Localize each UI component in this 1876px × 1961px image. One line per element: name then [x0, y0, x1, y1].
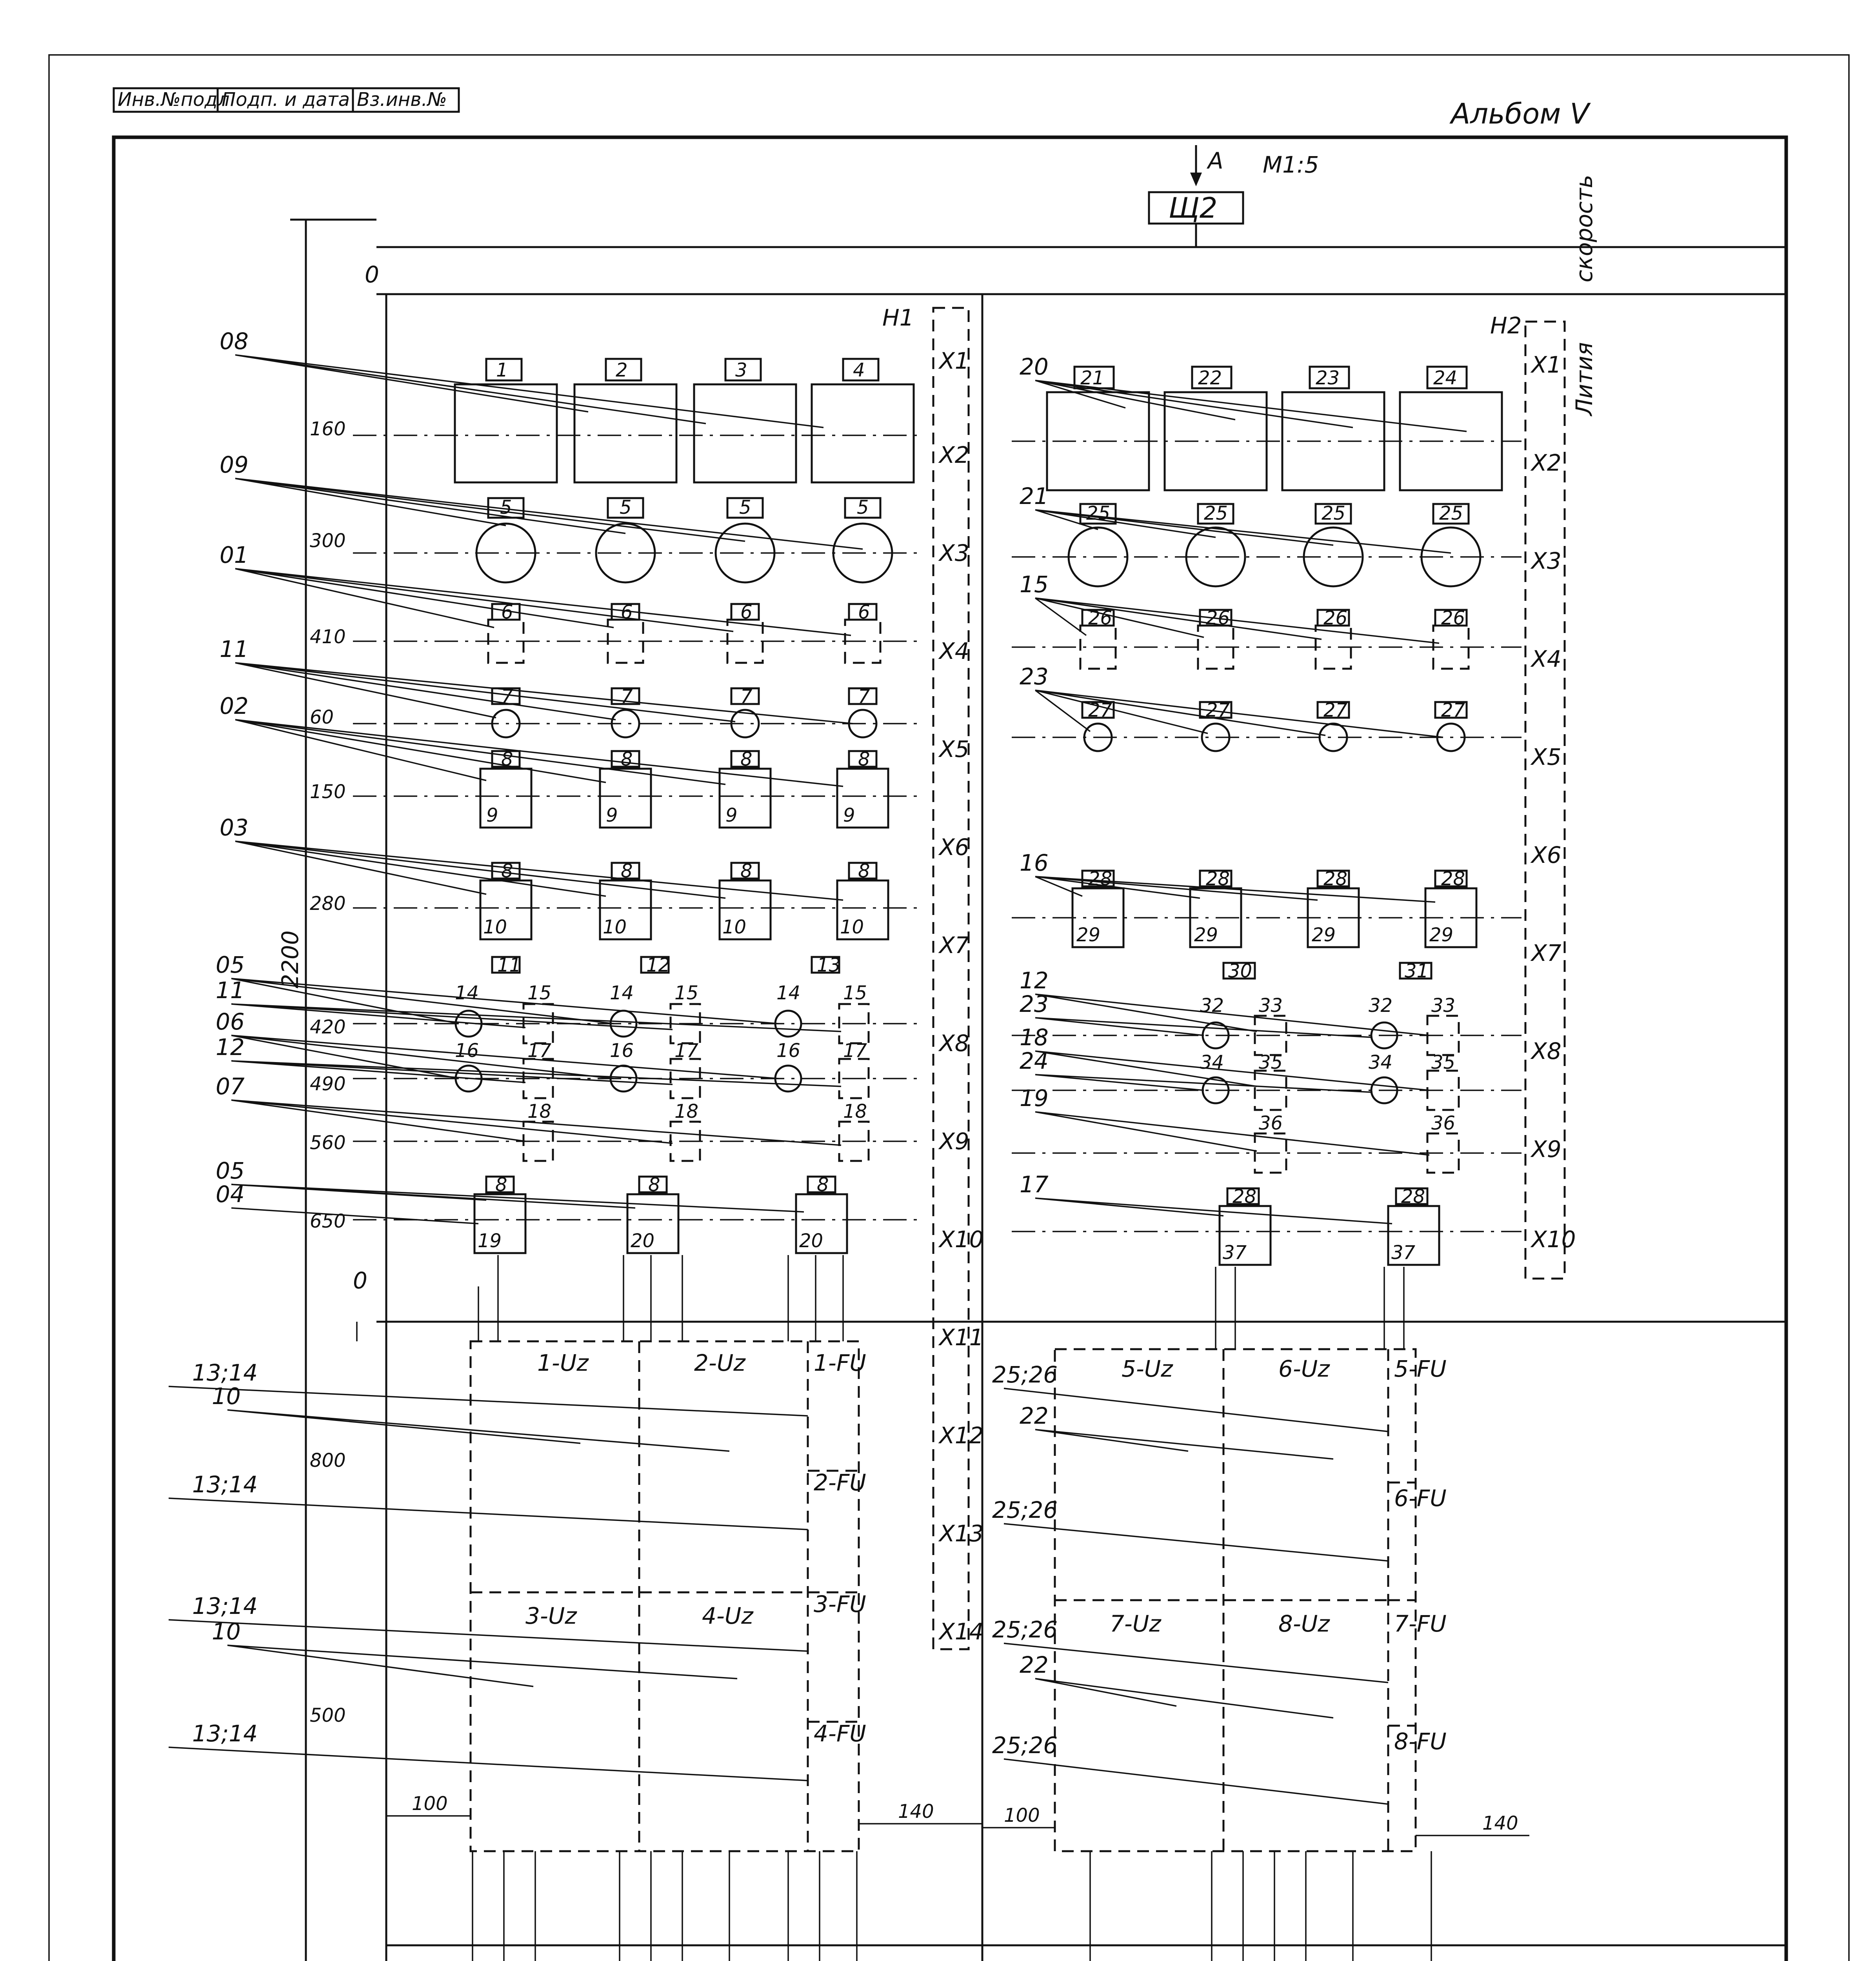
- left-callouts: [169, 328, 863, 1781]
- dim-800: 800: [310, 1450, 346, 1472]
- p1-device-15c: 15: [843, 982, 867, 1004]
- fuse-5-fu: 5-FU: [1394, 1355, 1447, 1382]
- terminal-x11: Х11: [939, 1324, 984, 1351]
- p1-device-8h: 8: [858, 860, 870, 882]
- stamp-vz-inv: Вз.инв.№: [357, 89, 447, 111]
- callout-02: 02: [220, 693, 249, 719]
- callout-23: 23: [1020, 663, 1049, 690]
- p1-device-7b: 7: [621, 686, 633, 708]
- p2-device-32a: 32: [1200, 995, 1224, 1017]
- top-stamp: [114, 88, 459, 112]
- callout-21: 21: [1020, 483, 1049, 509]
- dim-100-right: 100: [1004, 1805, 1040, 1826]
- p2-device-28b: 28: [1206, 868, 1230, 890]
- dim-140-left: 140: [898, 1801, 934, 1823]
- callout-11b: 11: [216, 977, 245, 1004]
- p1-device-13: 13: [817, 954, 841, 976]
- terminal-x8: Х8: [939, 1030, 969, 1057]
- p1-device-14a: 14: [455, 982, 479, 1004]
- p1-device-1: 1: [496, 359, 508, 381]
- terminal2-x2: Х2: [1531, 449, 1562, 476]
- drive-6-uz: 6-Uz: [1278, 1355, 1330, 1382]
- p1-device-14b: 14: [610, 982, 634, 1004]
- callout-22a: 22: [1020, 1403, 1049, 1429]
- terminal-x3: Х3: [939, 540, 969, 566]
- p1-device-10b: 10: [603, 916, 627, 938]
- p1-device-4: 4: [853, 359, 865, 381]
- p2-device-28e: 28: [1232, 1186, 1257, 1208]
- feed-box-label: Щ2: [1169, 191, 1218, 224]
- p1-device-3: 3: [735, 359, 747, 381]
- callout-16: 16: [1020, 850, 1049, 876]
- p1-device-5c: 5: [739, 497, 751, 518]
- p2-device-36b: 36: [1431, 1112, 1456, 1134]
- p1-device-7d: 7: [858, 686, 870, 708]
- p2-device-36a: 36: [1259, 1112, 1283, 1134]
- panel-h2: Н2: [1490, 312, 1522, 339]
- vertical-dimensions: [277, 220, 379, 1961]
- callout-09: 09: [220, 451, 249, 478]
- dim-300: 300: [310, 530, 346, 552]
- drive-8-uz: 8-Uz: [1278, 1610, 1330, 1637]
- p1-device-8g: 8: [740, 860, 753, 882]
- p1-device-5a: 5: [500, 497, 512, 518]
- fuse-1-fu: 1-FU: [814, 1350, 866, 1376]
- p1-device-8j: 8: [648, 1174, 660, 1196]
- dim-total-height: 2200: [277, 930, 304, 988]
- p2-device-28a: 28: [1088, 868, 1113, 890]
- p2-device-27d: 27: [1441, 699, 1465, 721]
- p1-device-16c: 16: [776, 1040, 801, 1062]
- callout-20: 20: [1020, 353, 1049, 380]
- terminal-x4: Х4: [939, 638, 969, 664]
- p2-device-26b: 26: [1206, 607, 1230, 629]
- p1-device-8a: 8: [501, 748, 513, 770]
- fuse-7-fu: 7-FU: [1394, 1610, 1447, 1637]
- p2-device-25c: 25: [1322, 502, 1346, 524]
- terminal2-x6: Х6: [1531, 842, 1562, 868]
- drive-5-uz: 5-Uz: [1122, 1355, 1173, 1382]
- p1-device-10d: 10: [840, 916, 864, 938]
- p2-device-29d: 29: [1429, 924, 1454, 946]
- p2-device-33b: 33: [1431, 995, 1456, 1017]
- p2-device-28f: 28: [1401, 1186, 1425, 1208]
- p1-device-6c: 6: [740, 601, 753, 623]
- callout-12: 12: [216, 1034, 245, 1061]
- panel-2-drive-block: [1055, 1349, 1447, 1851]
- p2-device-23: 23: [1316, 367, 1340, 389]
- p2-device-30: 30: [1228, 960, 1252, 982]
- dim-140-right: 140: [1482, 1812, 1518, 1834]
- dim-280: 280: [310, 893, 346, 915]
- panel-h1: Н1: [882, 304, 914, 331]
- p1-device-8d: 8: [858, 748, 870, 770]
- p2-device-37a: 37: [1223, 1242, 1247, 1264]
- dim-100-left: 100: [412, 1793, 448, 1815]
- callout-13-14c: 13;14: [192, 1593, 258, 1619]
- p1-device-20a: 20: [631, 1230, 655, 1252]
- drive-3-uz: 3-Uz: [525, 1603, 577, 1629]
- p1-device-5d: 5: [857, 497, 869, 518]
- p1-device-19: 19: [478, 1230, 502, 1252]
- callout-05a: 05: [216, 951, 245, 978]
- p1-device-15a: 15: [527, 982, 552, 1004]
- callout-19: 19: [1020, 1085, 1049, 1111]
- p2-device-22: 22: [1198, 367, 1222, 389]
- p2-device-34a: 34: [1200, 1051, 1224, 1073]
- p1-device-8b: 8: [621, 748, 633, 770]
- p1-device-18c: 18: [843, 1101, 867, 1122]
- callout-17: 17: [1020, 1171, 1049, 1198]
- p2-device-28d: 28: [1441, 868, 1465, 890]
- drive-4-uz: 4-Uz: [702, 1603, 753, 1629]
- drive-7-uz: 7-Uz: [1110, 1610, 1161, 1637]
- p1-device-20b: 20: [799, 1230, 823, 1252]
- dim-410: 410: [310, 626, 346, 648]
- callout-25-26b: 25;26: [992, 1497, 1058, 1523]
- callout-18: 18: [1020, 1024, 1049, 1051]
- fuse-6-fu: 6-FU: [1394, 1485, 1447, 1512]
- p1-device-17a: 17: [527, 1040, 552, 1062]
- p2-device-25a: 25: [1086, 502, 1111, 524]
- drive-1-uz: 1-Uz: [537, 1350, 589, 1376]
- fuse-3-fu: 3-FU: [814, 1591, 866, 1617]
- terminal-strip-2: [1525, 322, 1576, 1279]
- p1-device-16a: 16: [455, 1040, 479, 1062]
- terminal-x2: Х2: [939, 442, 969, 468]
- callout-25-26d: 25;26: [992, 1732, 1058, 1759]
- dim-60: 60: [310, 706, 334, 728]
- callout-10b: 10: [212, 1618, 241, 1645]
- stamp-inv-podl: Инв.№подл: [118, 89, 230, 111]
- callout-15: 15: [1020, 571, 1049, 598]
- p2-device-26a: 26: [1088, 607, 1113, 629]
- p2-device-27a: 27: [1088, 699, 1113, 721]
- drive-2-uz: 2-Uz: [694, 1350, 745, 1376]
- terminal-x7: Х7: [939, 932, 969, 959]
- callout-24: 24: [1020, 1048, 1049, 1074]
- p2-device-27b: 27: [1206, 699, 1230, 721]
- panel-1-wires: [357, 1255, 857, 1961]
- dim-500: 500: [310, 1705, 346, 1726]
- album-label: Альбом V: [1451, 97, 1589, 130]
- terminal2-x3: Х3: [1531, 548, 1562, 574]
- p1-device-15b: 15: [674, 982, 699, 1004]
- terminal-x13: Х13: [939, 1520, 984, 1547]
- callout-12-right: 12: [1020, 967, 1049, 994]
- p1-device-18b: 18: [674, 1101, 699, 1122]
- fuse-8-fu: 8-FU: [1394, 1728, 1447, 1755]
- p2-device-29a: 29: [1076, 924, 1101, 946]
- p1-device-16b: 16: [610, 1040, 634, 1062]
- callout-10a: 10: [212, 1383, 241, 1410]
- p1-device-9c: 9: [725, 804, 738, 826]
- terminal2-x7: Х7: [1531, 940, 1562, 966]
- stamp-podp-data: Подп. и дата: [222, 89, 350, 111]
- p2-device-28c: 28: [1323, 868, 1348, 890]
- p1-device-18a: 18: [527, 1101, 552, 1122]
- p2-device-25d: 25: [1439, 502, 1463, 524]
- callout-08: 08: [220, 328, 249, 355]
- p2-device-35a: 35: [1259, 1051, 1283, 1073]
- p2-device-24: 24: [1433, 367, 1458, 389]
- panel-2-devices: [1012, 367, 1522, 1265]
- terminal2-x1: Х1: [1531, 351, 1562, 378]
- dim-0: 0: [365, 261, 379, 288]
- terminal-strip-1: [933, 308, 984, 1649]
- callout-22b: 22: [1020, 1652, 1049, 1678]
- p2-device-34b: 34: [1369, 1051, 1393, 1073]
- dim-490: 490: [310, 1073, 346, 1095]
- fuse-2-fu: 2-FU: [814, 1469, 866, 1496]
- dim-420: 420: [310, 1016, 346, 1038]
- p2-device-26d: 26: [1441, 607, 1465, 629]
- p1-device-8f: 8: [621, 860, 633, 882]
- p1-device-8c: 8: [740, 748, 753, 770]
- panel-1-drive-block: [471, 1341, 866, 1851]
- p1-device-10a: 10: [483, 916, 507, 938]
- terminal-x5: Х5: [939, 736, 969, 762]
- terminal2-x5: Х5: [1531, 744, 1562, 770]
- p1-device-9d: 9: [843, 804, 855, 826]
- p2-device-29c: 29: [1312, 924, 1336, 946]
- p1-device-12: 12: [646, 954, 671, 976]
- p1-device-8e: 8: [501, 860, 513, 882]
- dim-560: 560: [310, 1132, 346, 1154]
- terminal2-x8: Х8: [1531, 1038, 1562, 1064]
- p2-device-35b: 35: [1431, 1051, 1456, 1073]
- dim-650: 650: [310, 1210, 346, 1232]
- dim-150: 150: [310, 781, 346, 803]
- p1-device-7c: 7: [740, 686, 753, 708]
- callout-04: 04: [216, 1181, 245, 1208]
- terminal-x14: Х14: [939, 1618, 984, 1645]
- p1-device-6d: 6: [858, 601, 870, 623]
- p2-device-26c: 26: [1323, 607, 1348, 629]
- p1-device-14c: 14: [776, 982, 801, 1004]
- p1-device-9a: 9: [486, 804, 498, 826]
- terminal2-x9: Х9: [1531, 1136, 1562, 1162]
- p2-device-37b: 37: [1391, 1242, 1416, 1264]
- p2-device-27c: 27: [1323, 699, 1348, 721]
- terminal-x1: Х1: [939, 347, 969, 374]
- callout-13-14d: 13;14: [192, 1720, 258, 1747]
- p2-device-21: 21: [1080, 367, 1105, 389]
- fuse-4-fu: 4-FU: [814, 1720, 866, 1747]
- p1-device-8i: 8: [495, 1174, 507, 1196]
- p1-device-6b: 6: [621, 601, 633, 623]
- callout-13-14b: 13;14: [192, 1471, 258, 1498]
- callout-05b: 05: [216, 1157, 245, 1184]
- feed-arrow-label: А: [1208, 147, 1223, 174]
- right-callouts: [992, 353, 1467, 1804]
- p1-device-5b: 5: [620, 497, 632, 518]
- terminal2-x4: Х4: [1531, 646, 1562, 672]
- callout-06: 06: [216, 1008, 245, 1035]
- p2-device-25b: 25: [1204, 502, 1228, 524]
- feed-input: [1149, 145, 1319, 247]
- panel-1-devices: [353, 359, 918, 1253]
- p2-device-32b: 32: [1369, 995, 1393, 1017]
- side-label-top: скорость: [1571, 175, 1598, 282]
- p1-device-11: 11: [497, 954, 522, 976]
- p1-device-17b: 17: [674, 1040, 699, 1062]
- callout-11: 11: [220, 636, 249, 662]
- terminal-x10: Х10: [939, 1226, 984, 1253]
- callout-07: 07: [216, 1073, 245, 1100]
- dim-160: 160: [310, 418, 346, 440]
- terminal2-x10: Х10: [1531, 1226, 1576, 1253]
- feed-arrow-icon: [1190, 173, 1202, 186]
- p1-device-2: 2: [616, 359, 628, 381]
- terminal-x12: Х12: [939, 1422, 984, 1449]
- p1-device-8k: 8: [817, 1174, 829, 1196]
- side-label-right: Лития: [1571, 342, 1598, 416]
- callout-01: 01: [220, 542, 249, 568]
- callout-25-26a: 25;26: [992, 1361, 1058, 1388]
- p2-device-33a: 33: [1259, 995, 1283, 1017]
- callout-03: 03: [220, 814, 249, 841]
- p1-device-6a: 6: [501, 601, 513, 623]
- terminal-x6: Х6: [939, 834, 969, 860]
- p1-device-17c: 17: [843, 1040, 867, 1062]
- p2-device-29b: 29: [1194, 924, 1218, 946]
- p2-device-31: 31: [1405, 960, 1429, 982]
- callout-23-right: 23: [1020, 991, 1049, 1017]
- callout-13-14a: 13;14: [192, 1359, 258, 1386]
- p1-device-7a: 7: [501, 686, 513, 708]
- callout-25-26c: 25;26: [992, 1616, 1058, 1643]
- p1-device-9b: 9: [606, 804, 618, 826]
- dim-0-lower: 0: [353, 1267, 367, 1294]
- terminal-x9: Х9: [939, 1128, 969, 1155]
- drive-spacing-dims: [386, 1793, 1529, 1835]
- p1-device-10c: 10: [722, 916, 747, 938]
- feed-ref: М1:5: [1263, 151, 1319, 178]
